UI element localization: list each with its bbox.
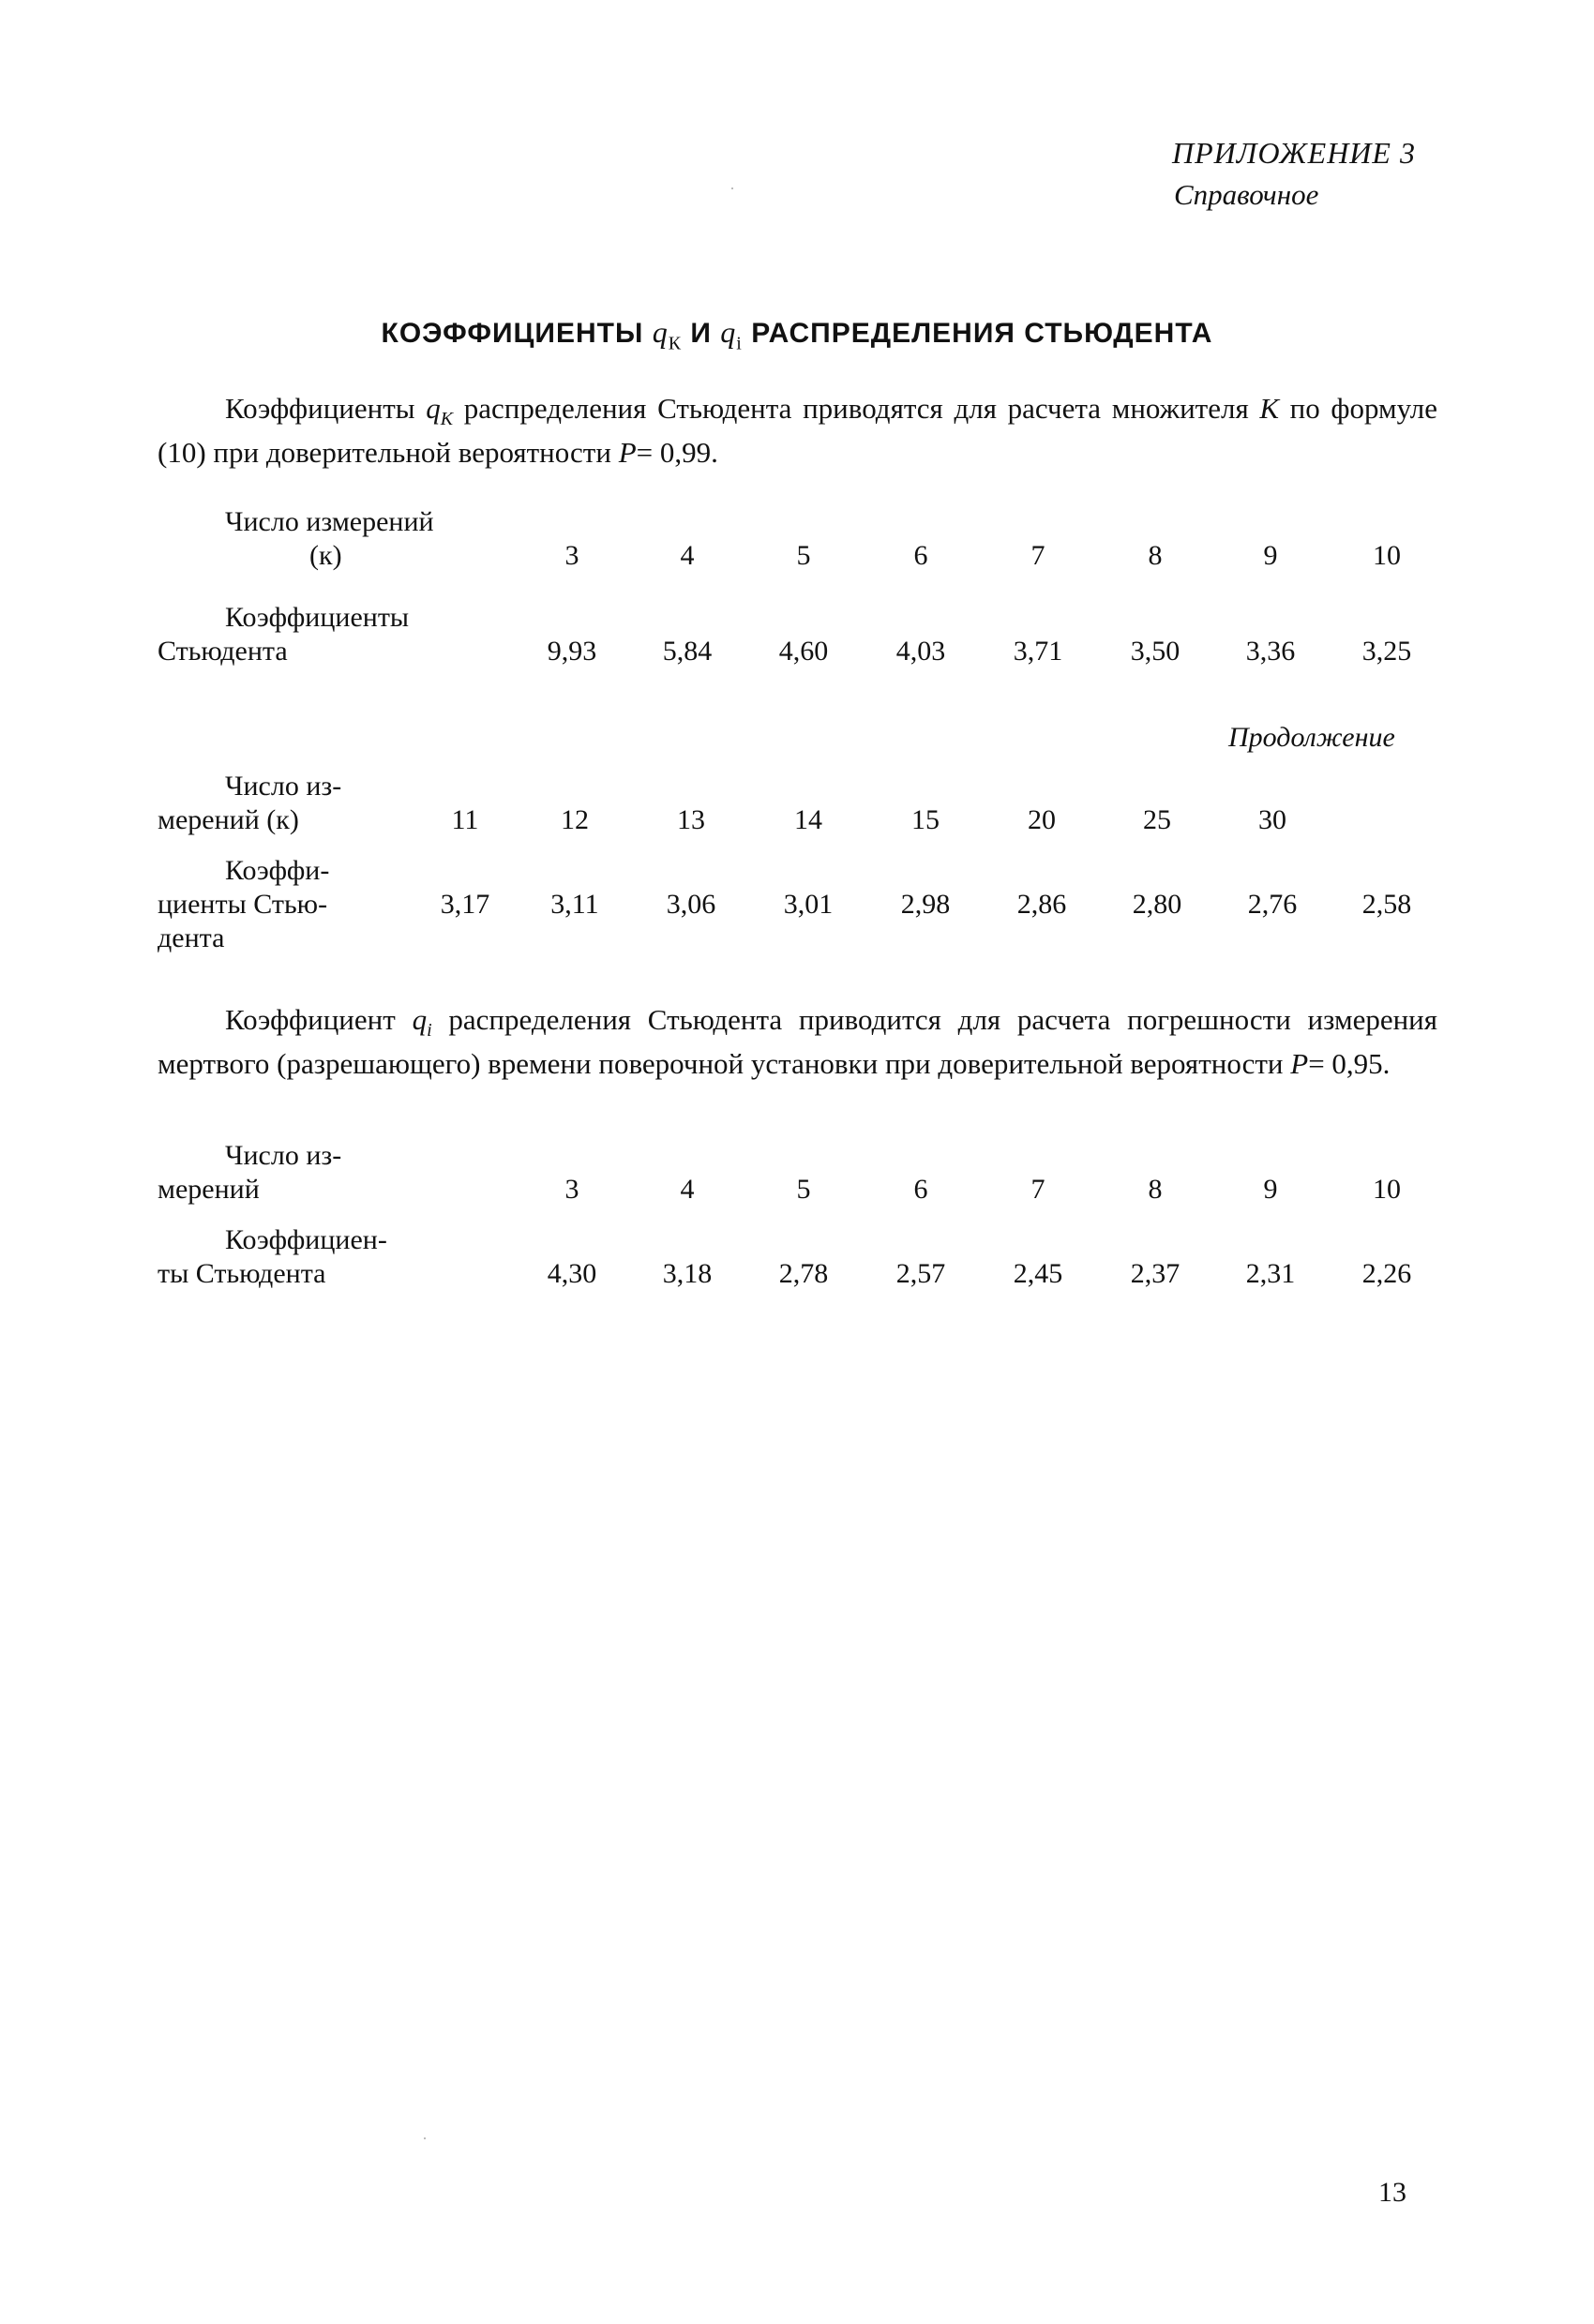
table-cell-n: 11 (451, 804, 479, 835)
table-cell-coef: 2,76 (1247, 889, 1298, 920)
table2-row2-label: Коэффи- (225, 855, 330, 886)
table-cell-n: 10 (1373, 540, 1401, 571)
table-cell-n: 4 (680, 540, 695, 571)
table-cell-n: 5 (796, 540, 811, 571)
table-cell-n: 6 (913, 1174, 928, 1205)
section-title (0, 315, 1594, 354)
table-cell-coef: 9,93 (547, 636, 597, 667)
table1-row2-label-2: Стьюдента (158, 636, 288, 667)
table-cell-coef: 3,17 (440, 889, 490, 920)
table-cell-coef: 2,26 (1361, 1258, 1412, 1289)
table2-row1-label-2: мерений (к) (158, 804, 299, 835)
table2-row1-label: Число из- (225, 771, 342, 802)
table-cell-n: 3 (564, 1174, 579, 1205)
table1-row1-label-2: (к) (309, 540, 342, 571)
table-cell-coef: 2,98 (900, 889, 951, 920)
table3-row1-label: Число из- (225, 1140, 342, 1171)
table-cell-coef: 3,11 (550, 889, 599, 920)
table-cell-n: 20 (1028, 804, 1056, 835)
page-number: 13 (1378, 2177, 1406, 2208)
table-cell-coef: 2,86 (1016, 889, 1067, 920)
title-pre: КОЭФФИЦИЕНТЫ (381, 318, 644, 349)
table-cell-n: 13 (677, 804, 705, 835)
table2-row2-label-3: дента (158, 922, 225, 953)
table-cell-n: 25 (1143, 804, 1171, 835)
table-cell-coef: 3,36 (1245, 636, 1296, 667)
table-cell-coef: 5,84 (662, 636, 713, 667)
table-cell-n: 7 (1030, 540, 1045, 571)
table-cell-n: 10 (1373, 1174, 1401, 1205)
table-cell-coef: 3,71 (1013, 636, 1063, 667)
table-cell-coef: 2,31 (1245, 1258, 1296, 1289)
table2-row2-label-2: циенты Стью- (158, 889, 328, 920)
table-cell-n: 30 (1258, 804, 1286, 835)
table-cell-coef: 3,01 (783, 889, 834, 920)
table-cell-coef: 4,03 (895, 636, 946, 667)
table3-row1-label-2: мерений (158, 1174, 260, 1205)
table-cell-n: 15 (911, 804, 940, 835)
table-cell-n: 7 (1030, 1174, 1045, 1205)
table-cell-n: 8 (1148, 540, 1163, 571)
table1-row2-label: Коэффициенты (225, 602, 410, 633)
scan-speck (424, 2137, 426, 2139)
table-cell-n: 5 (796, 1174, 811, 1205)
appendix-label: ПРИЛОЖЕНИЕ 3 (1172, 136, 1416, 170)
table-cell-coef: 3,06 (666, 889, 716, 920)
table-cell-coef: 2,45 (1013, 1258, 1063, 1289)
table-cell-n: 6 (913, 540, 928, 571)
table-cell-coef: 3,18 (662, 1258, 713, 1289)
scan-speck (731, 187, 733, 189)
title-symbol-qk: $q_К$ (652, 315, 683, 354)
table-cell-coef: 4,60 (778, 636, 829, 667)
table1-row1-label: Число измерений (225, 506, 434, 537)
table-cell-coef: 3,25 (1361, 636, 1412, 667)
table-cell-n: 9 (1263, 540, 1278, 571)
symbol-qi: $q_i$ (412, 1003, 432, 1042)
table-cell-coef: 2,78 (778, 1258, 829, 1289)
table-cell-n: 12 (561, 804, 589, 835)
table3-row2-label: Коэффициен- (225, 1224, 387, 1255)
table-cell-coef: 2,58 (1361, 889, 1412, 920)
table-cell-n: 3 (564, 540, 579, 571)
table-cell-coef: 2,37 (1130, 1258, 1180, 1289)
table-cell-coef: 3,50 (1130, 636, 1180, 667)
table-cell-coef: 2,57 (895, 1258, 946, 1289)
paragraph-2: Коэффициент $q_i$ распределения Стьюдента приводится для расчета погрешности измерения мертвого (разрешающего) времени поверочной установки при доверительной вероятности P= 0,95. (158, 1003, 1438, 1081)
title-post: РАСПРЕДЕЛЕНИЯ СТЬЮДЕНТА (751, 318, 1213, 349)
table-cell-n: 8 (1148, 1174, 1163, 1205)
symbol-qk: $q_К$ (426, 392, 454, 430)
continuation-label: Продолжение (1228, 722, 1395, 753)
table-cell-coef: 2,80 (1132, 889, 1182, 920)
paragraph-1: Коэффициенты $q_К$ распределения Стьюдента приводятся для расчета множителя К по формуле (10) при доверительной вероятности P= 0,99. (158, 392, 1438, 470)
table-cell-n: 4 (680, 1174, 695, 1205)
table3-row2-label-2: ты Стьюдента (158, 1258, 326, 1289)
table-cell-n: 14 (794, 804, 822, 835)
table-cell-n: 9 (1263, 1174, 1278, 1205)
appendix-subtitle: Справочное (1174, 178, 1319, 211)
title-symbol-qi: $q_i$ (720, 315, 743, 354)
title-and: И (690, 318, 712, 349)
table-cell-coef: 4,30 (547, 1258, 597, 1289)
